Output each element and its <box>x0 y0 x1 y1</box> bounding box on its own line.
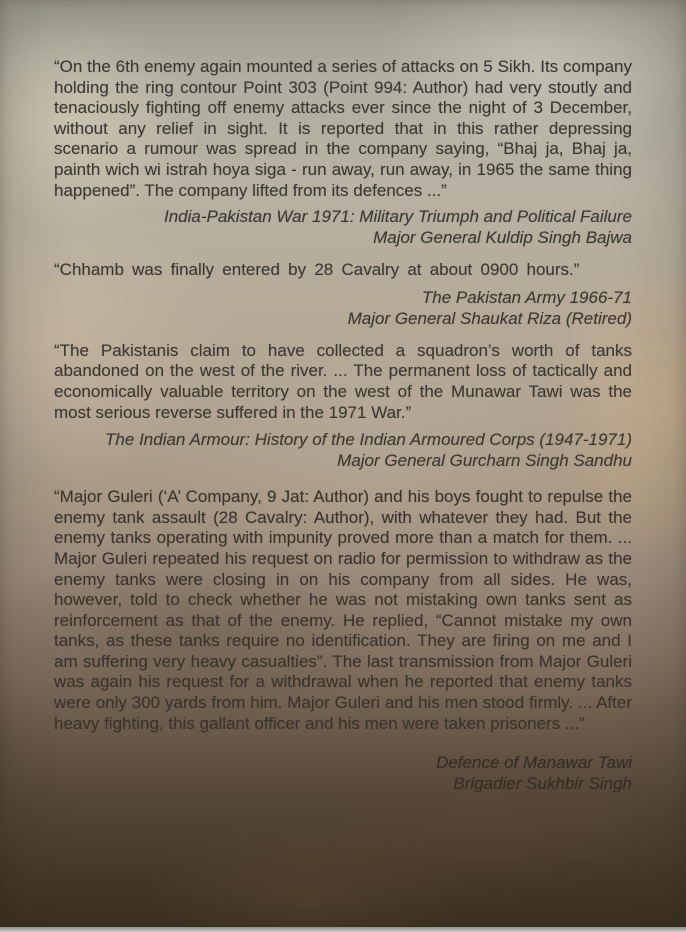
quote-2-text: “Chhamb was finally entered by 28 Cavalry at about 0900 hours.” <box>54 260 580 280</box>
quote-1-text: “On the 6th enemy again mounted a series of attacks on 5 Sikh. Its company holding the ring contour Point 303 (Point 994: Author) had very stoutly and tenaciously fighting off enemy attacks ever since the night of 3 December, without any relief in sight. It is reported that in this rather depressing scenario a rumour was spread in the company saying, “Bhaj ja, Bhaj ja, painth wich wi istrah hoya siga - run away, run away, in 1965 the same thing happened”. The company lifted from its defences ...” <box>54 57 632 200</box>
quote-4-source-title: Defence of Manawar Tawi <box>436 753 632 773</box>
quote-1-author: Major General Kuldip Singh Bajwa <box>373 228 632 248</box>
quote-3-author: Major General Gurcharn Singh Sandhu <box>337 451 632 471</box>
quote-2-author: Major General Shaukat Riza (Retired) <box>347 308 632 328</box>
quote-1-source-title: India-Pakistan War 1971: Military Triumph and Political Failure <box>163 207 632 227</box>
quote-2-attribution <box>54 287 632 329</box>
quote-3-source-title: The Indian Armour: History of the Indian Armoured Corps (1947-1971) <box>105 430 632 450</box>
quote-3-text: “The Pakistanis claim to have collected a squadron’s worth of tanks abandoned on the west of the river. ... The permanent loss of tactically and economically valuable territory on the west of the Munawar Tawi was the most serious reverse suffered in the 1971 War.” <box>54 340 632 422</box>
quote-3-attribution <box>54 429 632 471</box>
quote-2-source-title: The Pakistan Army 1966-71 <box>421 287 632 307</box>
page-edge-highlight <box>0 927 686 932</box>
quote-4-author: Brigadier Sukhbir Singh <box>453 774 632 794</box>
quote-4-text: “Major Guleri (‘A’ Company, 9 Jat: Author) and his boys fought to repulse the enemy tank assault (28 Cavalry: Author), with whatever they had. But the enemy tanks operating with impunity proved more than a match for them. ... Major Guleri repeated his request on radio for permission to withdraw as the enemy tanks were closing in on his company from all sides. He was, however, told to check whether he was not mistaking own tanks sent as reinforcement as that of the enemy. He replied, “Cannot mistake my own tanks, as these tanks require no identification. They are firing on me and I am suffering very heavy casualties”. The last transmission from Major Guleri was again his request for a withdrawal when he reported that enemy tanks were only 300 yards from him. Major Guleri and his men stood firmly. ... After heavy fighting, this gallant officer and his men were taken prisoners ...” <box>54 487 632 733</box>
quote-4-attribution <box>54 752 632 794</box>
quote-1-attribution <box>54 206 632 248</box>
